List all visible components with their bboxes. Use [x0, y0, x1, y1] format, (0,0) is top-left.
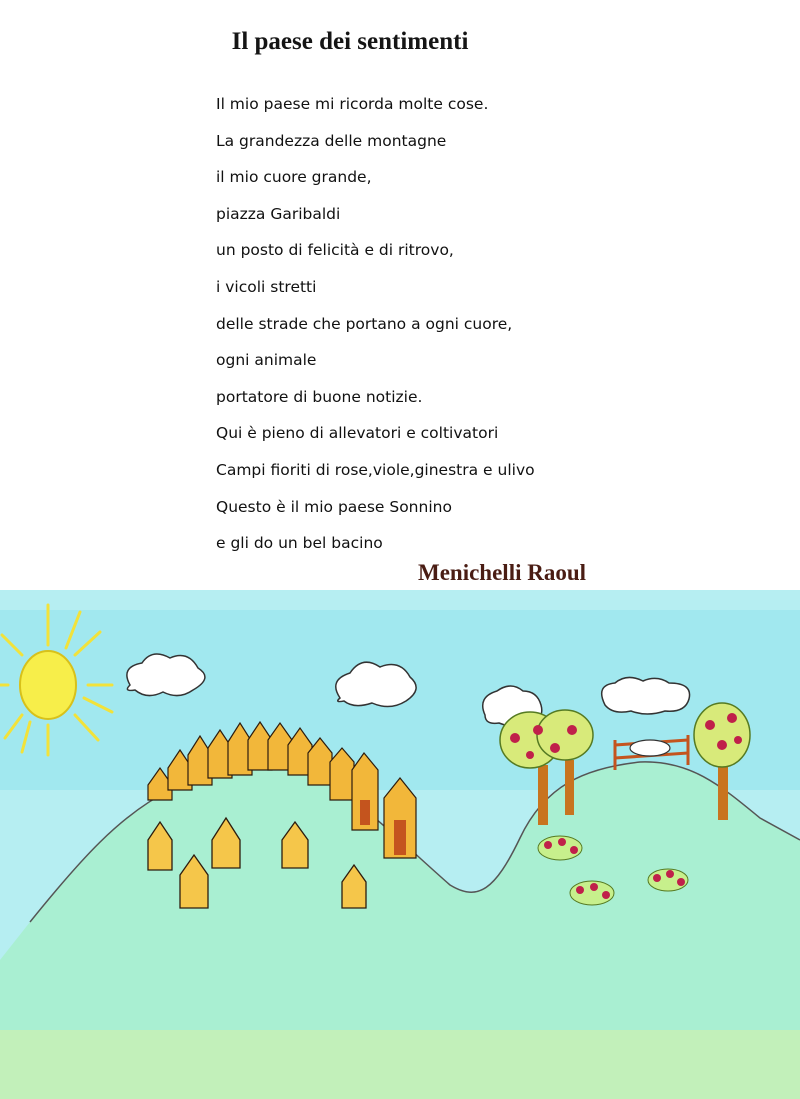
poem-line: Questo è il mio paese Sonnino [216, 497, 452, 516]
poem-line: Il mio paese mi ricorda molte cose. [216, 95, 489, 113]
poem-line: i vicoli stretti [216, 277, 317, 296]
flower-bush-icon [570, 881, 614, 905]
poem-line: La grandezza delle montagne [216, 131, 447, 150]
poem-line: ogni animale [216, 351, 317, 370]
cloud-icon [602, 677, 690, 714]
poem-line: Campi fioriti di rose,viole,ginestra e ulivo [216, 460, 535, 479]
poem-line: e gli do un bel bacino [216, 534, 383, 553]
poem-title: Il paese dei sentimenti [231, 28, 469, 55]
flower-bush-icon [538, 836, 582, 860]
author-signature: Menichelli Raoul [418, 560, 587, 585]
poem-body [216, 90, 535, 566]
animal-icon [630, 740, 670, 756]
poem-line: delle strade che portano a ogni cuore, [216, 314, 513, 333]
landscape-drawing [0, 590, 800, 1099]
sun-disc [20, 651, 76, 719]
poem-line: piazza Garibaldi [216, 204, 341, 223]
poem-line: portatore di buone notizie. [216, 387, 423, 406]
poem-line: un posto di felicità e di ritrovo, [216, 241, 454, 260]
grass-shading [0, 1030, 800, 1099]
poem-line: il mio cuore grande, [216, 168, 372, 187]
flower-bush-icon [648, 869, 688, 891]
poem-line: Qui è pieno di allevatori e coltivatori [216, 424, 499, 443]
